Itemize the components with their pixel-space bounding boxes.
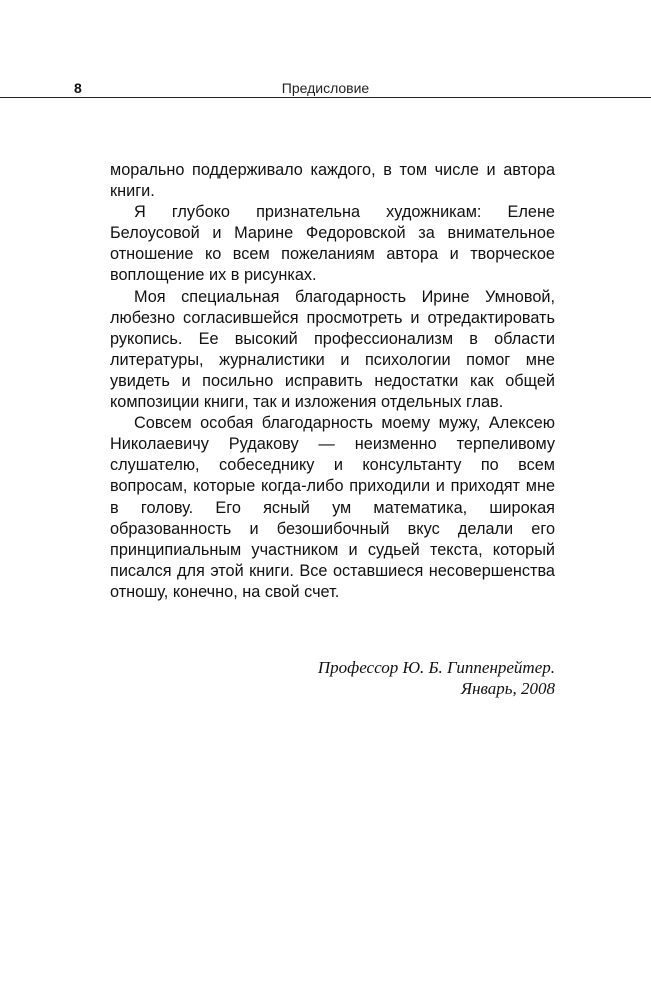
signature-block [110, 657, 555, 699]
paragraph-artists-thanks: Я глубоко признательна художникам: Елене Белоусовой и Марине Федоровской за внимательное отношение ко всем пожеланиям автора и творческое воплощение их в рисунках. [110, 203, 555, 285]
paragraph-editor-thanks: Моя специальная благодарность Ирине Умновой, любезно согласившейся просмотреть и отредактировать рукопись. Ее высокий профессионализм в области литературы, журналистики и психологии помог мне увидеть и посильно исправить недостатки как общей композиции книги, так и изложения отдельных глав. [110, 287, 555, 412]
signature-author: Профессор Ю. Б. Гиппенрейтер. [317, 658, 555, 677]
header-rule [0, 97, 651, 98]
paragraph-husband-thanks: Совсем особая благодарность моему мужу, Алексею Николаевичу Рудакову — неизменно терпеливому слушателю, собеседнику и консультанту по всем вопросам, которые когда-либо приходили и приходят мне в голову. Его ясный ум математика, широкая образованность и безошибочный вкус делали его принципиальным участником и судьей текста, который писался для этой книги. Все оставшиеся несовершенства отношу, конечно, на свой счет. [110, 414, 555, 601]
signature-date: Январь, 2008 [460, 679, 555, 698]
body-text [110, 160, 555, 603]
section-title: Предисловие [281, 80, 370, 96]
page-number: 8 [74, 80, 82, 96]
paragraph-continuation: морально поддерживало каждого, в том числе и автора книги. [110, 161, 555, 201]
